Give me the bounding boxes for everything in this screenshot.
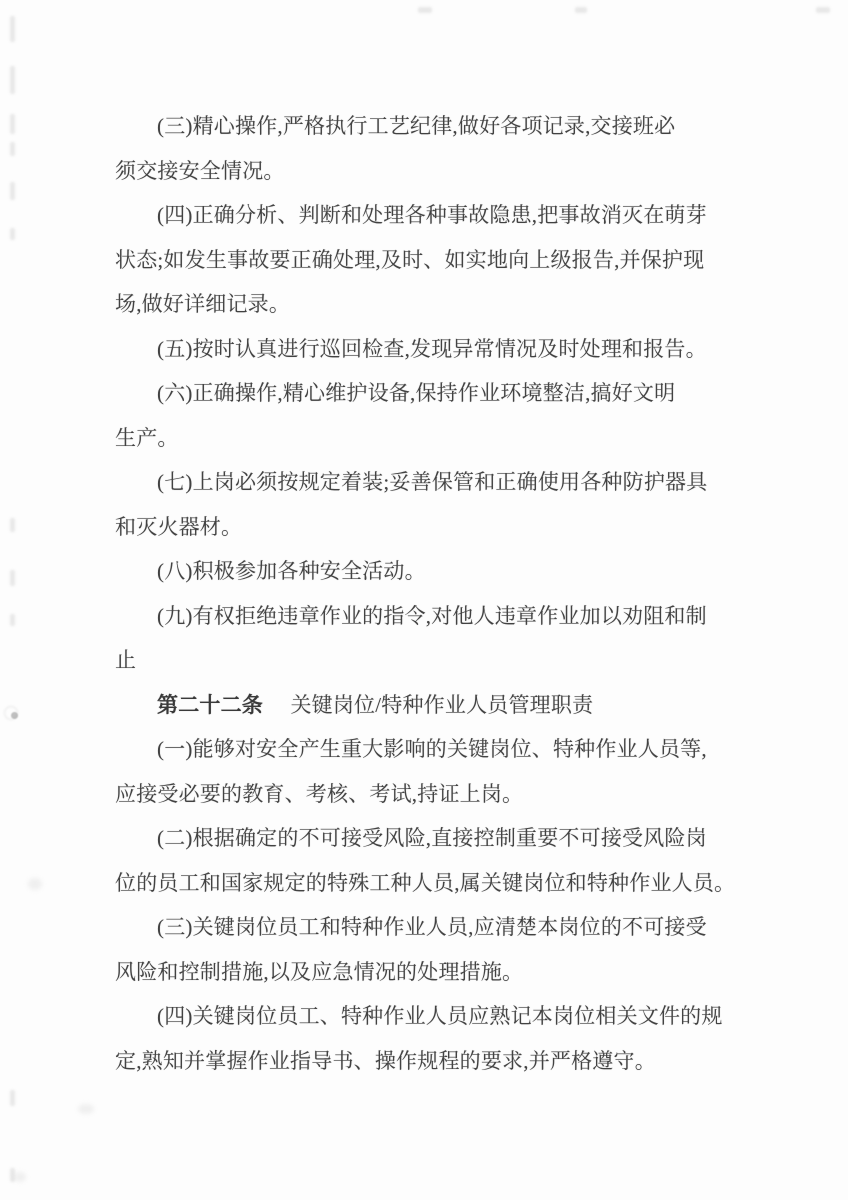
text-line: 和灭火器材。 (115, 514, 243, 539)
scan-artifact (10, 570, 15, 586)
text-line: (九)有权拒绝违章作业的指令,对他人违章作业加以劝阻和制 (157, 603, 707, 628)
text-line: 场,做好详细记录。 (115, 292, 291, 316)
text-line: (四)正确分析、判断和处理各种事故隐患,把事故消灭在萌芽 (157, 203, 707, 227)
text-line: (三)精心操作,严格执行工艺纪律,做好各项记录,交接班必 (157, 114, 676, 138)
text-line: (四)关键岗位员工、特种作业人员应熟记本岗位相关文件的规 (157, 1004, 723, 1028)
scan-artifact (10, 518, 15, 532)
scan-artifact (10, 66, 15, 94)
text-line: (五)按时认真进行巡回检查,发现异常情况及时处理和报告。 (157, 336, 707, 361)
text-line: 风险和控制措施,以及应急情况的处理措施。 (115, 959, 524, 984)
scan-artifact (14, 1172, 26, 1182)
text-line: 定,熟知并掌握作业指导书、操作规程的要求,并严格遵守。 (115, 1048, 656, 1073)
text-line: (三)关键岗位员工和特种作业人员,应清楚本岗位的不可接受 (157, 915, 707, 939)
scan-artifact (78, 1104, 94, 1114)
text-line: 生产。 (115, 425, 179, 450)
scan-artifact (10, 142, 15, 156)
scan-artifact (28, 878, 42, 890)
scan-artifact (10, 16, 15, 42)
text-line: (七)上岗必须按规定着装;妥善保管和正确使用各种防护器具 (157, 470, 708, 494)
scan-artifact (10, 228, 15, 240)
text-line: 应接受必要的教育、考核、考试,持证上岗。 (115, 781, 524, 806)
article-number: 第二十二条 (157, 692, 263, 717)
text-line: 须交接安全情况。 (115, 158, 285, 183)
text-line: (六)正确操作,精心维护设备,保持作业环境整洁,搞好文明 (157, 381, 676, 405)
article-title: 关键岗位/特种作业人员管理职责 (290, 692, 594, 717)
scan-artifact (10, 614, 15, 626)
scan-artifact (10, 1090, 15, 1106)
text-line: 状态;如发生事故要正确处理,及时、如实地向上级报告,并保护现 (115, 247, 705, 272)
scan-artifact (10, 114, 15, 134)
text-line: 位的员工和国家规定的特殊工种人员,属关键岗位和特种作业人员。 (115, 870, 736, 895)
text-line: 止 (115, 648, 137, 672)
article-heading-line (115, 683, 751, 728)
scan-artifact (575, 7, 587, 13)
scan-artifact (418, 7, 432, 13)
text-line: (二)根据确定的不可接受风险,直接控制重要不可接受风险岗 (157, 826, 707, 850)
text-line: (八)积极参加各种安全活动。 (157, 559, 426, 583)
scan-artifact (11, 712, 18, 719)
text-line: (一)能够对安全产生重大影响的关键岗位、特种作业人员等, (157, 737, 707, 761)
document-text-block (115, 104, 751, 1083)
scan-artifact (816, 7, 830, 13)
scan-artifact (10, 182, 15, 200)
